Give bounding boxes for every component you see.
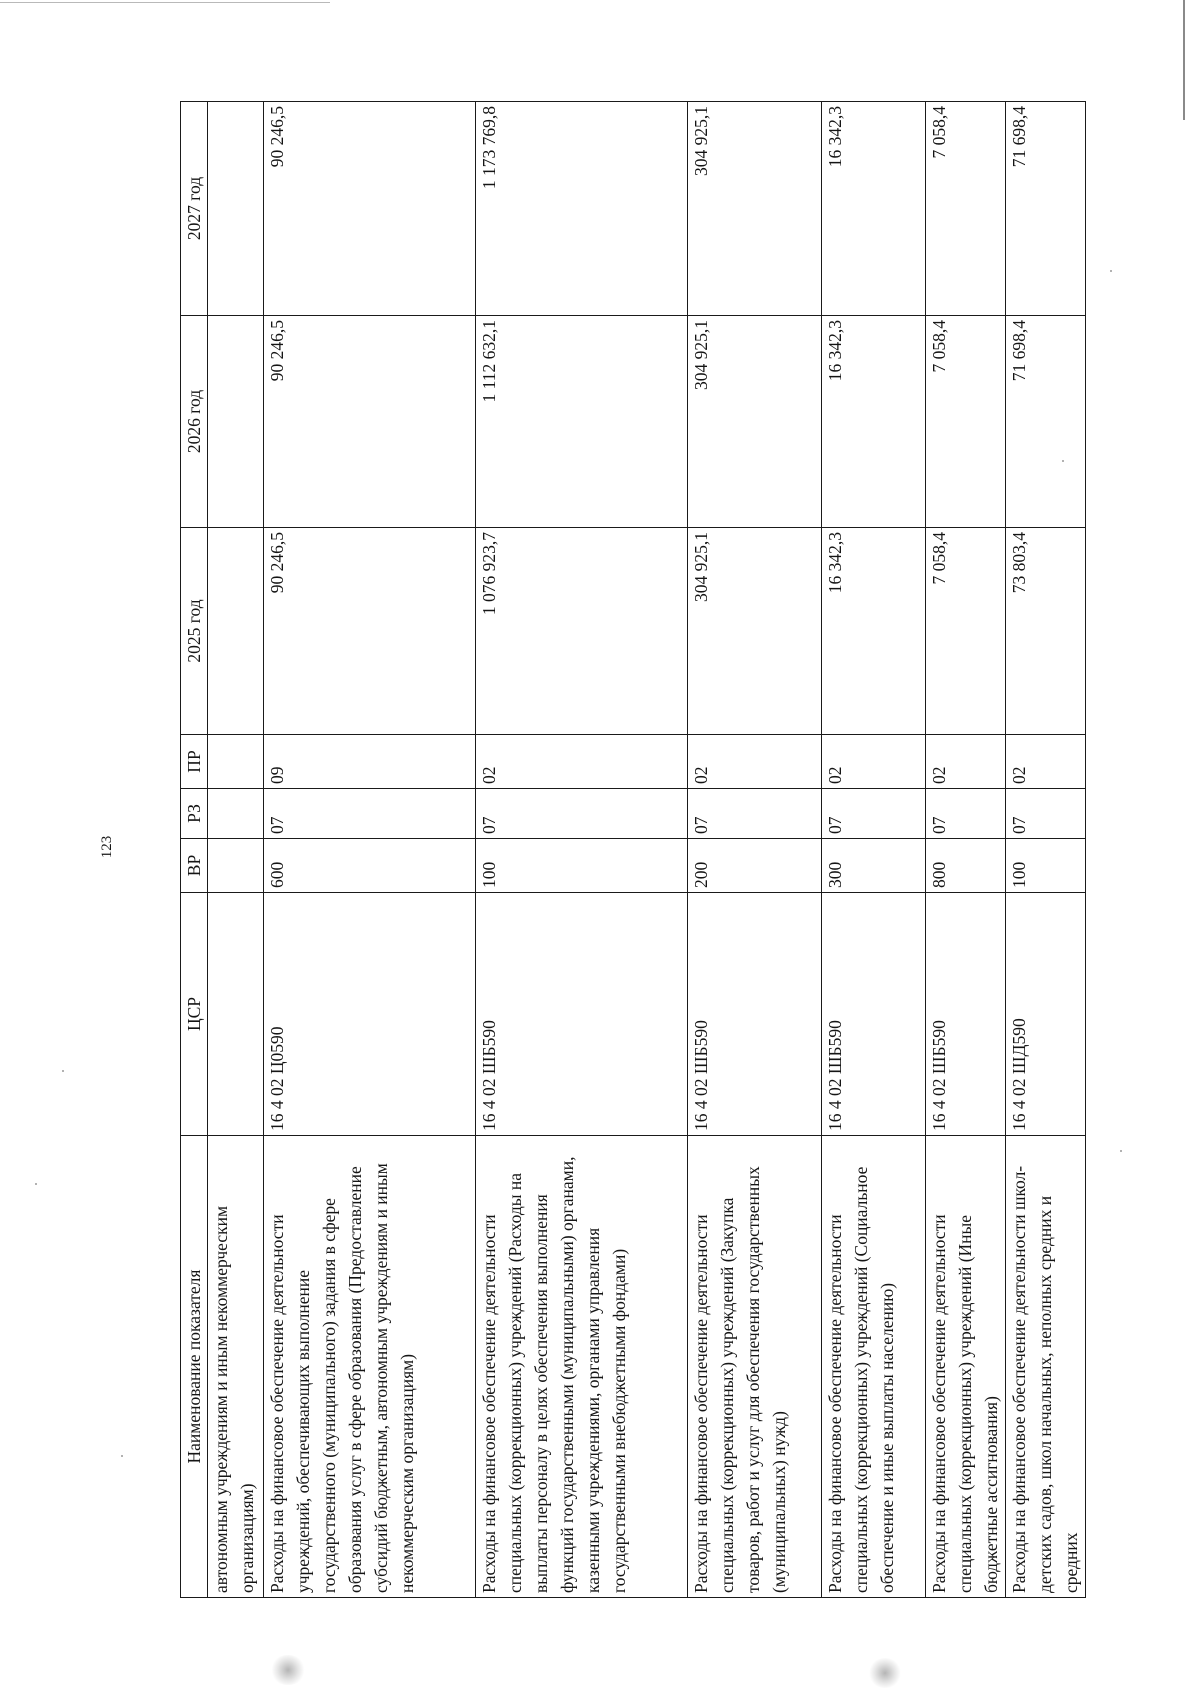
header-rz: РЗ xyxy=(181,789,208,839)
header-name: Наименование показателя xyxy=(181,1136,208,1598)
row-2027-cell: 1 173 769,8 xyxy=(476,102,688,316)
scan-smudge xyxy=(270,1655,306,1685)
scan-speck xyxy=(1120,1150,1122,1152)
row-pr-cell: 02 xyxy=(688,735,822,789)
header-2025: 2025 год xyxy=(181,528,208,735)
table-row xyxy=(208,102,264,1598)
row-csr-cell: 16 4 02 ШД590 xyxy=(1006,893,1086,1136)
row-rz-cell: 07 xyxy=(822,789,926,839)
row-name-cell: Расходы на финансовое обеспечение деятельности специальных (коррекционных) учреждений (Расходы на выплаты персоналу в целях обеспечения выполнения функций государственными (муниципальными) органами, казенными учреждениями, органами управления государственными внебюджетными фондами) xyxy=(476,1136,688,1598)
scan-edge-top xyxy=(0,2,330,3)
row-name-cell: Расходы на финансовое обеспечение деятельности специальных (коррекционных) учреждений (Иные бюджетные ассигнования) xyxy=(926,1136,1006,1598)
row-2025-cell: 304 925,1 xyxy=(688,528,822,735)
rotated-table-frame xyxy=(180,102,1120,1598)
row-rz-cell: 07 xyxy=(264,789,476,839)
row-rz-cell: 07 xyxy=(688,789,822,839)
row-rz-cell xyxy=(208,789,264,839)
row-name-cell: Расходы на финансовое обеспечение деятельности специальных (коррекционных) учреждений (Закупка товаров, работ и услуг для обеспечения государственных (муниципальных) нужд) xyxy=(688,1136,822,1598)
row-rz-cell: 07 xyxy=(476,789,688,839)
row-2027-cell: 7 058,4 xyxy=(926,102,1006,316)
row-csr-cell xyxy=(208,893,264,1136)
row-2027-cell: 90 246,5 xyxy=(264,102,476,316)
header-pr: ПР xyxy=(181,735,208,789)
row-2025-cell: 1 076 923,7 xyxy=(476,528,688,735)
row-pr-cell xyxy=(208,735,264,789)
row-2027-cell: 71 698,4 xyxy=(1006,102,1086,316)
row-2025-cell xyxy=(208,528,264,735)
row-2026-cell: 71 698,4 xyxy=(1006,316,1086,528)
page-number: 123 xyxy=(99,835,115,859)
header-vr: ВР xyxy=(181,839,208,893)
header-2027: 2027 год xyxy=(181,102,208,316)
table-row xyxy=(264,102,476,1598)
scan-speck xyxy=(62,1070,64,1072)
table-header-row xyxy=(181,102,208,1598)
row-name-cell: Расходы на финансовое обеспечение деятельности специальных (коррекционных) учреждений (Социальное обеспечение и иные выплаты населению) xyxy=(822,1136,926,1598)
row-2025-cell: 16 342,3 xyxy=(822,528,926,735)
row-2025-cell: 73 803,4 xyxy=(1006,528,1086,735)
row-name-cell: Расходы на финансовое обеспечение деятельности школ-детских садов, школ начальных, неполных средних и средних xyxy=(1006,1136,1086,1598)
table-row xyxy=(822,102,926,1598)
row-2026-cell xyxy=(208,316,264,528)
row-2027-cell: 16 342,3 xyxy=(822,102,926,316)
row-csr-cell: 16 4 02 ШБ590 xyxy=(688,893,822,1136)
table-row xyxy=(476,102,688,1598)
row-csr-cell: 16 4 02 Ц0590 xyxy=(264,893,476,1136)
row-2025-cell: 90 246,5 xyxy=(264,528,476,735)
row-csr-cell: 16 4 02 ШБ590 xyxy=(476,893,688,1136)
budget-table xyxy=(180,101,1086,1598)
row-2025-cell: 7 058,4 xyxy=(926,528,1006,735)
header-csr: ЦСР xyxy=(181,893,208,1136)
row-2026-cell: 90 246,5 xyxy=(264,316,476,528)
table-row xyxy=(1006,102,1086,1598)
row-csr-cell: 16 4 02 ШБ590 xyxy=(822,893,926,1136)
scan-speck xyxy=(35,1183,37,1185)
row-name-cell: Расходы на финансовое обеспечение деятельности учреждений, обеспечивающих выполнение государственного (муниципального) задания в сфере образования услуг в сфере образования (Предоставление субсидий бюджетным, автономным учреждениям и иным некоммерческим организациям) xyxy=(264,1136,476,1598)
row-pr-cell: 02 xyxy=(926,735,1006,789)
row-pr-cell: 02 xyxy=(822,735,926,789)
row-vr-cell: 600 xyxy=(264,839,476,893)
scan-edge-right xyxy=(1183,0,1185,120)
row-2026-cell: 16 342,3 xyxy=(822,316,926,528)
row-2027-cell xyxy=(208,102,264,316)
scan-smudge xyxy=(868,1658,902,1688)
table-row xyxy=(926,102,1006,1598)
row-pr-cell: 02 xyxy=(1006,735,1086,789)
table-row xyxy=(688,102,822,1598)
row-rz-cell: 07 xyxy=(1006,789,1086,839)
row-name-cell: автономным учреждениям и иным некоммерческим организациям) xyxy=(208,1136,264,1598)
header-2026: 2026 год xyxy=(181,316,208,528)
row-2026-cell: 304 925,1 xyxy=(688,316,822,528)
row-vr-cell: 100 xyxy=(476,839,688,893)
row-2026-cell: 1 112 632,1 xyxy=(476,316,688,528)
row-vr-cell: 800 xyxy=(926,839,1006,893)
row-vr-cell: 300 xyxy=(822,839,926,893)
row-pr-cell: 02 xyxy=(476,735,688,789)
row-pr-cell: 09 xyxy=(264,735,476,789)
row-rz-cell: 07 xyxy=(926,789,1006,839)
scan-speck xyxy=(121,1455,123,1457)
row-vr-cell xyxy=(208,839,264,893)
row-2026-cell: 7 058,4 xyxy=(926,316,1006,528)
row-csr-cell: 16 4 02 ШБ590 xyxy=(926,893,1006,1136)
row-2027-cell: 304 925,1 xyxy=(688,102,822,316)
row-vr-cell: 200 xyxy=(688,839,822,893)
row-vr-cell: 100 xyxy=(1006,839,1086,893)
